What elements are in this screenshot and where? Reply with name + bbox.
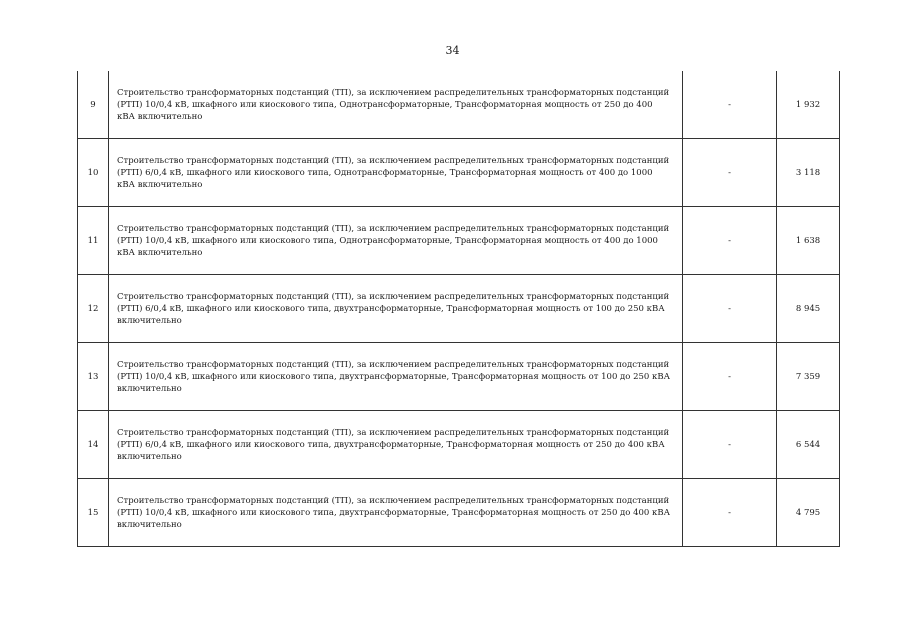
row-value: 1 932 bbox=[777, 71, 840, 139]
row-number: 12 bbox=[78, 275, 109, 343]
row-description: Строительство трансформаторных подстанций (ТП), за исключением распределительных трансформаторных подстанций (РТП) 6/0,4 кВ, шкафного или киоскового типа, Однотрансформаторные, Трансформаторная мощность от 400 до 1000 кВА включительно bbox=[109, 139, 683, 207]
rates-table bbox=[77, 71, 840, 547]
row-dash: - bbox=[683, 275, 777, 343]
table-row bbox=[78, 479, 840, 547]
row-number: 10 bbox=[78, 139, 109, 207]
row-dash: - bbox=[683, 71, 777, 139]
row-number: 9 bbox=[78, 71, 109, 139]
row-dash: - bbox=[683, 411, 777, 479]
row-description: Строительство трансформаторных подстанций (ТП), за исключением распределительных трансформаторных подстанций (РТП) 6/0,4 кВ, шкафного или киоскового типа, двухтрансформаторные, Трансформаторная мощность от 100 до 250 кВА включительно bbox=[109, 275, 683, 343]
row-number: 13 bbox=[78, 343, 109, 411]
table-row bbox=[78, 207, 840, 275]
row-number: 14 bbox=[78, 411, 109, 479]
row-description: Строительство трансформаторных подстанций (ТП), за исключением распределительных трансформаторных подстанций (РТП) 10/0,4 кВ, шкафного или киоскового типа, двухтрансформаторные, Трансформаторная мощность от 100 до 250 кВА включительно bbox=[109, 343, 683, 411]
row-number: 11 bbox=[78, 207, 109, 275]
row-dash: - bbox=[683, 479, 777, 547]
row-value: 7 359 bbox=[777, 343, 840, 411]
row-dash: - bbox=[683, 343, 777, 411]
row-description: Строительство трансформаторных подстанций (ТП), за исключением распределительных трансформаторных подстанций (РТП) 10/0,4 кВ, шкафного или киоскового типа, двухтрансформаторные, Трансформаторная мощность от 250 до 400 кВА включительно bbox=[109, 479, 683, 547]
table-row bbox=[78, 139, 840, 207]
table-row bbox=[78, 71, 840, 139]
row-dash: - bbox=[683, 207, 777, 275]
page-number: 34 bbox=[445, 44, 460, 57]
row-value: 1 638 bbox=[777, 207, 840, 275]
row-description: Строительство трансформаторных подстанций (ТП), за исключением распределительных трансформаторных подстанций (РТП) 10/0,4 кВ, шкафного или киоскового типа, Однотрансформаторные, Трансформаторная мощность от 250 до 400 кВА включительно bbox=[109, 71, 683, 139]
row-value: 4 795 bbox=[777, 479, 840, 547]
table-row bbox=[78, 275, 840, 343]
table-row bbox=[78, 343, 840, 411]
row-description: Строительство трансформаторных подстанций (ТП), за исключением распределительных трансформаторных подстанций (РТП) 6/0,4 кВ, шкафного или киоскового типа, двухтрансформаторные, Трансформаторная мощность от 250 до 400 кВА включительно bbox=[109, 411, 683, 479]
row-number: 15 bbox=[78, 479, 109, 547]
row-value: 3 118 bbox=[777, 139, 840, 207]
row-value: 8 945 bbox=[777, 275, 840, 343]
row-description: Строительство трансформаторных подстанций (ТП), за исключением распределительных трансформаторных подстанций (РТП) 10/0,4 кВ, шкафного или киоскового типа, Однотрансформаторные, Трансформаторная мощность от 400 до 1000 кВА включительно bbox=[109, 207, 683, 275]
row-value: 6 544 bbox=[777, 411, 840, 479]
table-row bbox=[78, 411, 840, 479]
row-dash: - bbox=[683, 139, 777, 207]
